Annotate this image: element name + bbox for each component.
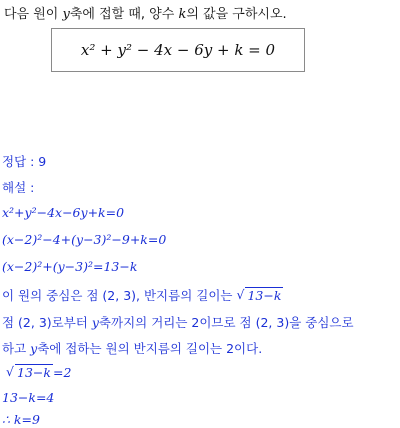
- conclusion-line: ∴ k=9: [2, 412, 40, 427]
- sqrt-equation-line: [6, 365, 71, 380]
- step-line-1: x²+y²−4x−6y+k=0: [2, 205, 125, 220]
- tangent-text-1: 하고: [2, 341, 31, 356]
- question-part-3: 의 값을 구하시오.: [186, 7, 287, 22]
- question-part-1: 다음 원이: [4, 7, 63, 22]
- tangent-text-2: 축에 접하는 원의 반지름의 길이는 2이다.: [37, 341, 263, 356]
- distance-var-y: y: [91, 315, 99, 330]
- question-var-y: y: [62, 7, 70, 22]
- sqrt-expression: [6, 365, 53, 380]
- sqrt-equation-arg: 13−k: [17, 365, 51, 380]
- sqrt-radical-icon: √: [6, 364, 14, 379]
- distance-text-2: 축까지의 거리는 2이므로 점 (2, 3)을 중심으로: [98, 315, 354, 330]
- equation-text: x² + y² − 4x − 6y + k = 0: [80, 41, 276, 59]
- center-radius-text: 이 원의 중심은 점 (2, 3), 반지름의 길이는: [2, 288, 237, 303]
- step-line-3: (x−2)²+(y−3)²=13−k: [2, 259, 138, 274]
- center-radius-line: [2, 286, 283, 304]
- tangent-line: [2, 339, 262, 357]
- step-line-2: (x−2)²−4+(y−3)²−9+k=0: [2, 232, 167, 247]
- tangent-var-y: y: [30, 341, 38, 356]
- equation-box: [51, 28, 305, 72]
- sqrt-radical-icon: √: [236, 287, 245, 302]
- distance-text-1: 점 (2, 3)로부터: [2, 315, 92, 330]
- question-part-2: 축에 접할 때, 양수: [69, 7, 179, 22]
- distance-line: [2, 313, 354, 331]
- sqrt-equation-rest: =2: [52, 365, 72, 380]
- radius-sqrt: [236, 288, 283, 303]
- explanation-label: 해설 :: [2, 180, 35, 195]
- radius-sqrt-arg: 13−k: [247, 288, 282, 303]
- answer-line: 정답 : 9: [2, 154, 47, 169]
- question-var-k: k: [178, 7, 187, 22]
- question-text: [4, 3, 287, 22]
- step-k-line: 13−k=4: [2, 390, 55, 405]
